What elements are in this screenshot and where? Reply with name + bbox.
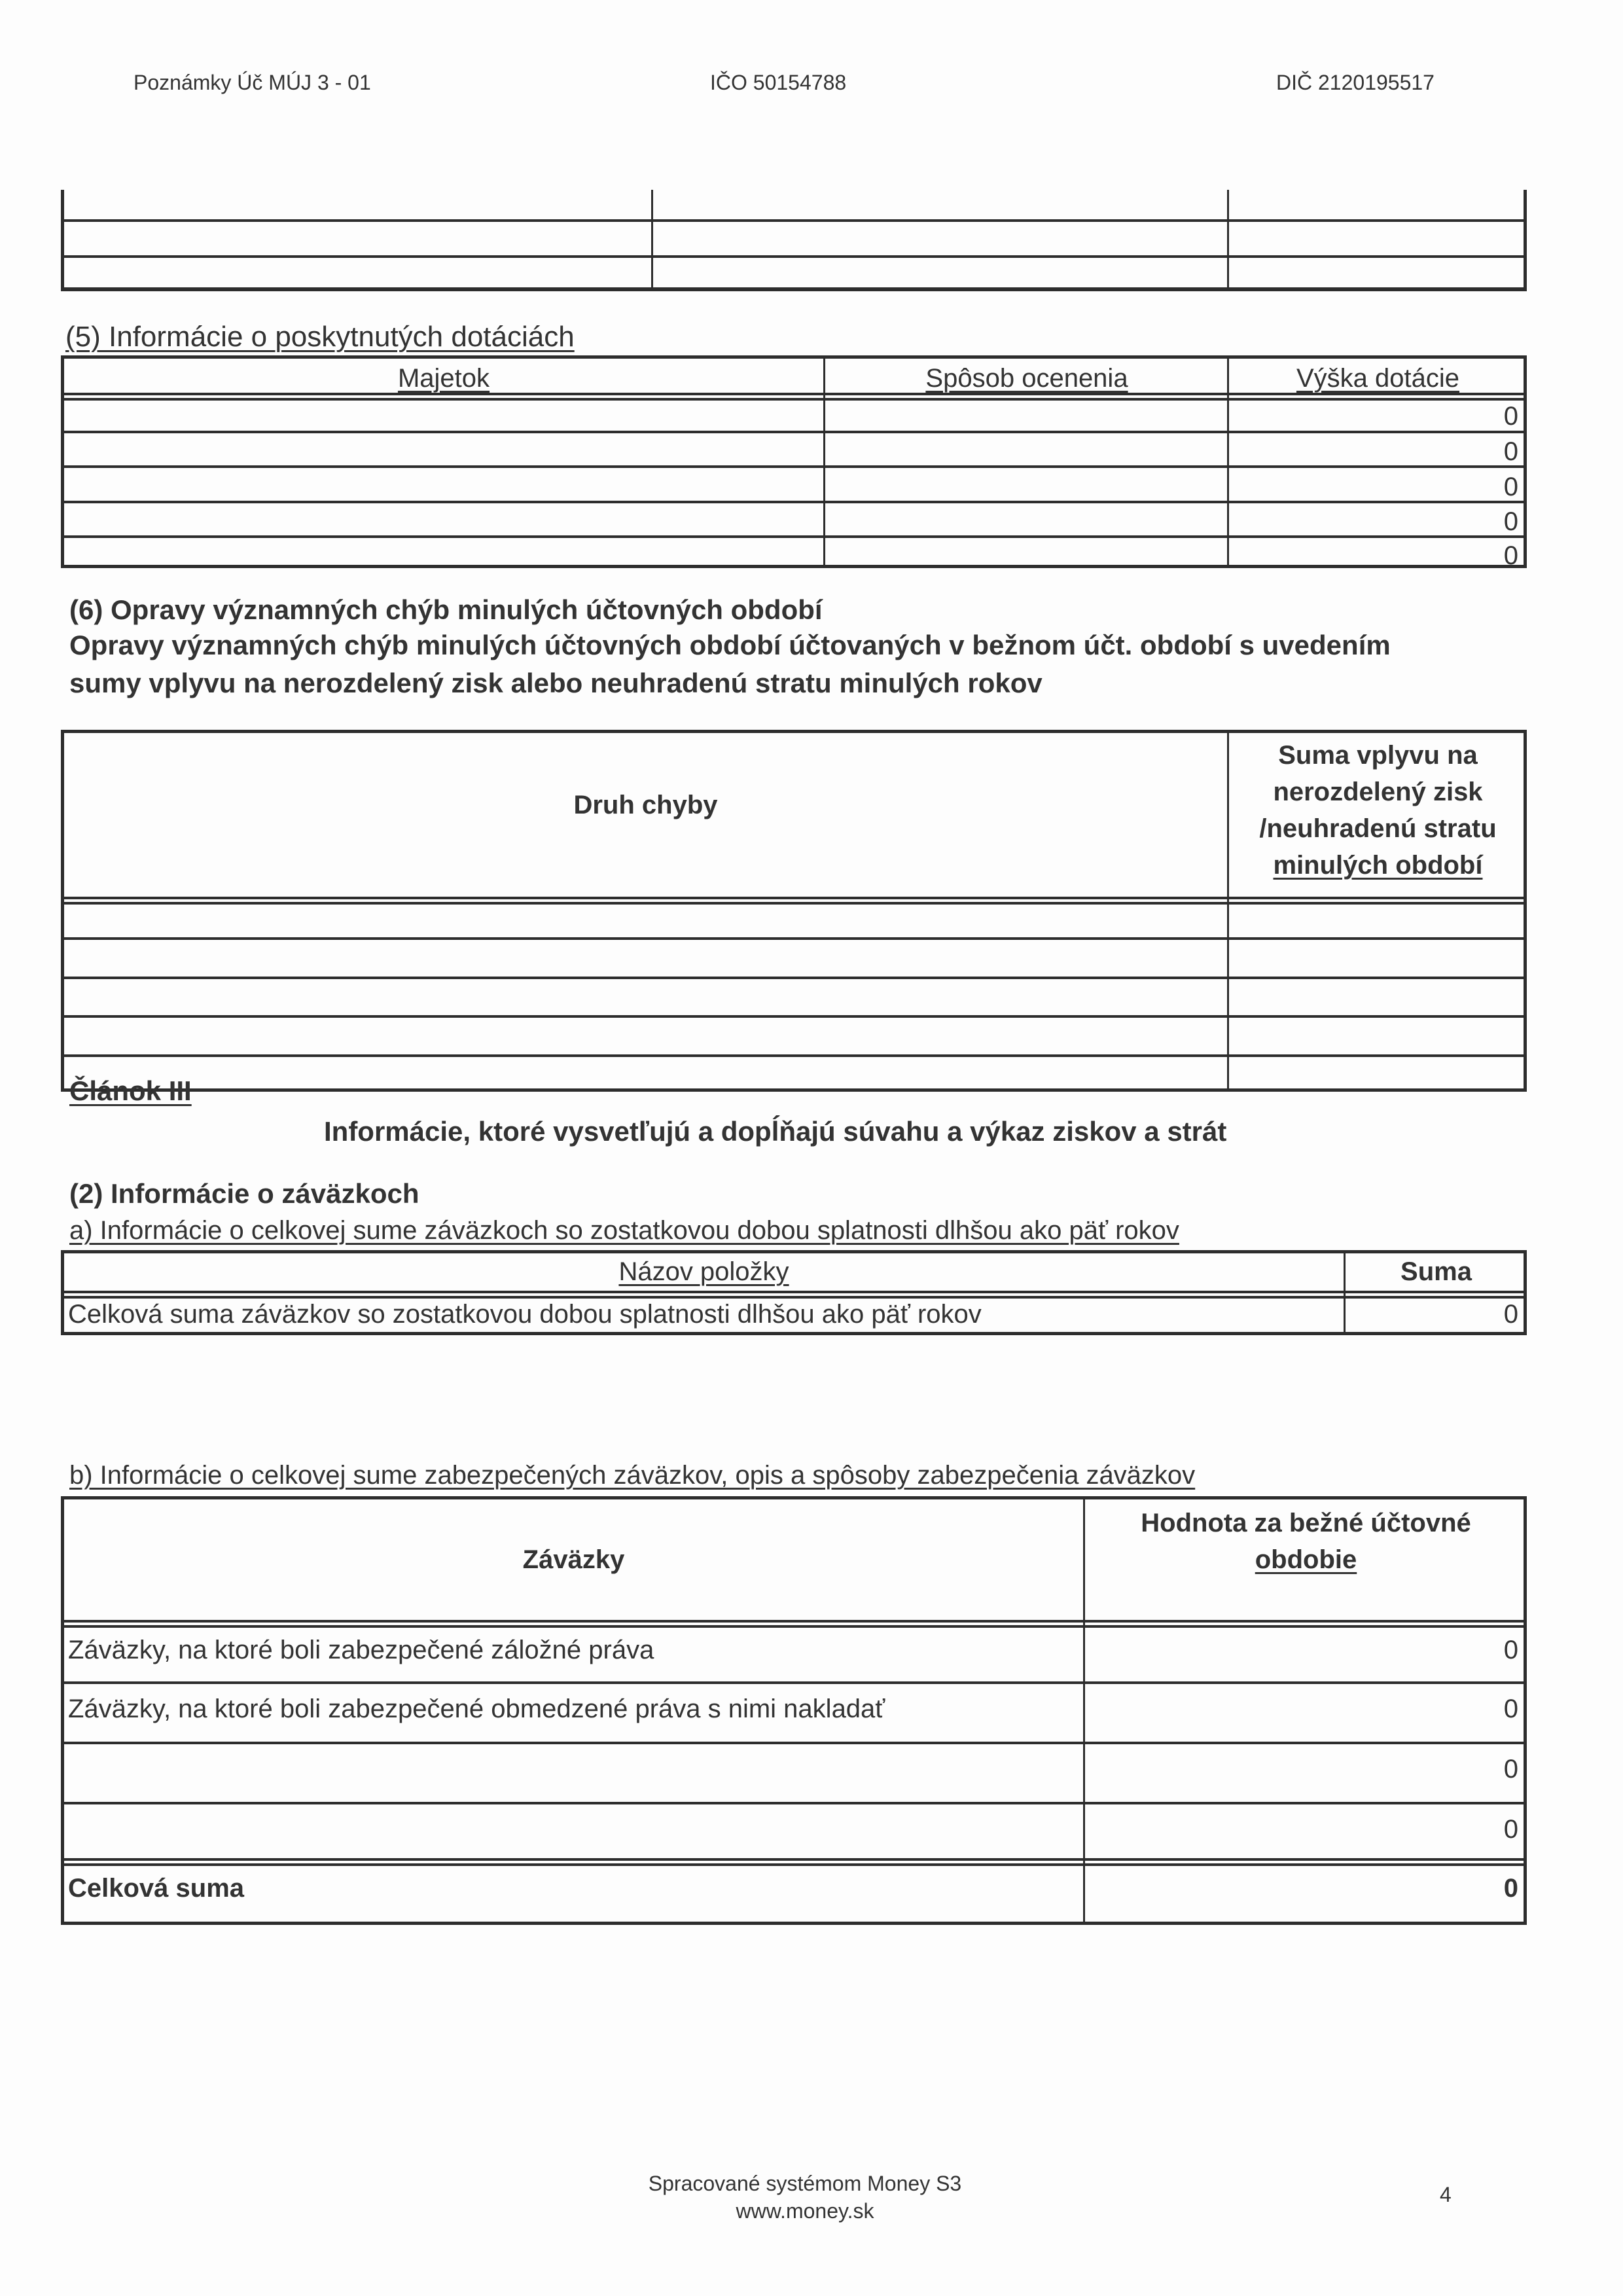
- table-cell-value: 0: [1503, 1755, 1518, 1784]
- section6-desc-line2: sumy vplyvu na nerozdelený zisk alebo neuhradenú stratu minulých rokov: [69, 668, 1043, 698]
- section2b-title: b) Informácie o celkovej sume zabezpečených záväzkov, opis a spôsoby zabezpečenia záväzkov: [69, 1461, 1196, 1490]
- section2-title: (2) Informácie o záväzkoch: [69, 1178, 419, 1209]
- table-cell-value: 0: [1503, 507, 1518, 536]
- col-suma: Suma: [1400, 1257, 1472, 1286]
- section6-desc-line1: Opravy významných chýb minulých účtovných období účtovaných v bežnom účt. období s uvedením: [69, 630, 1391, 660]
- total-label: Celková suma: [68, 1874, 245, 1903]
- col-zavazky: Záväzky: [522, 1545, 625, 1574]
- subsidies-table: [61, 355, 1527, 568]
- section2a-title: a) Informácie o celkovej sume záväzkoch so zostatkovou dobou splatnosti dlhšou ako päť rokov: [69, 1216, 1179, 1245]
- table-cell-value: 0: [1503, 541, 1518, 570]
- footer-website[interactable]: www.money.sk: [736, 2199, 874, 2223]
- secured-liabilities-table: [61, 1496, 1527, 1925]
- footer-software: Spracované systémom Money S3: [648, 2172, 962, 2195]
- doc-reference: Poznámky Úč MÚJ 3 - 01: [134, 71, 371, 94]
- col-vyska-dotacie: Výška dotácie: [1296, 364, 1460, 393]
- article-title: Článok III: [69, 1075, 192, 1106]
- col-hodnota: Hodnota za bežné účtovné obdobie: [1141, 1509, 1471, 1574]
- col-druh-chyby: Druh chyby: [573, 791, 718, 819]
- table-cell-value: 0: [1503, 437, 1518, 466]
- continuation-table: [61, 190, 1527, 291]
- table-cell-value: 0: [1503, 1695, 1518, 1723]
- long-term-liabilities-table: [61, 1250, 1527, 1335]
- col-suma-vplyvu: Suma vplyvu na nerozdelený zisk /neuhradenú stratu minulých období: [1259, 741, 1497, 880]
- table-cell-value: 0: [1503, 402, 1518, 431]
- dic-label: DIČ 2120195517: [1276, 71, 1435, 94]
- ico-label: IČO 50154788: [710, 71, 847, 94]
- col-majetok: Majetok: [397, 364, 490, 393]
- total-value: 0: [1503, 1874, 1518, 1903]
- table-cell-label: Záväzky, na ktoré boli zabezpečené záložné práva: [68, 1636, 654, 1664]
- table-cell-value: 0: [1503, 1300, 1518, 1329]
- col-sposob-ocenenia: Spôsob ocenenia: [925, 364, 1128, 393]
- table-cell-label: Celková suma záväzkov so zostatkovou dobou splatnosti dlhšou ako päť rokov: [68, 1300, 982, 1329]
- section5-title: (5) Informácie o poskytnutých dotáciách: [65, 321, 575, 353]
- table-cell-value: 0: [1503, 1636, 1518, 1664]
- errors-correction-table: [61, 730, 1527, 1092]
- page-number: 4: [1440, 2183, 1452, 2206]
- table-cell-label: Záväzky, na ktoré boli zabezpečené obmedzené práva s nimi nakladať: [68, 1695, 885, 1723]
- section6-title: (6) Opravy významných chýb minulých účtovných období: [69, 594, 823, 625]
- table-cell-value: 0: [1503, 473, 1518, 501]
- table-cell-value: 0: [1503, 1815, 1518, 1844]
- col-nazov-polozky: Názov položky: [618, 1257, 789, 1286]
- article-subtitle: Informácie, ktoré vysvetľujú a dopĺňajú súvahu a výkaz ziskov a strát: [324, 1116, 1227, 1147]
